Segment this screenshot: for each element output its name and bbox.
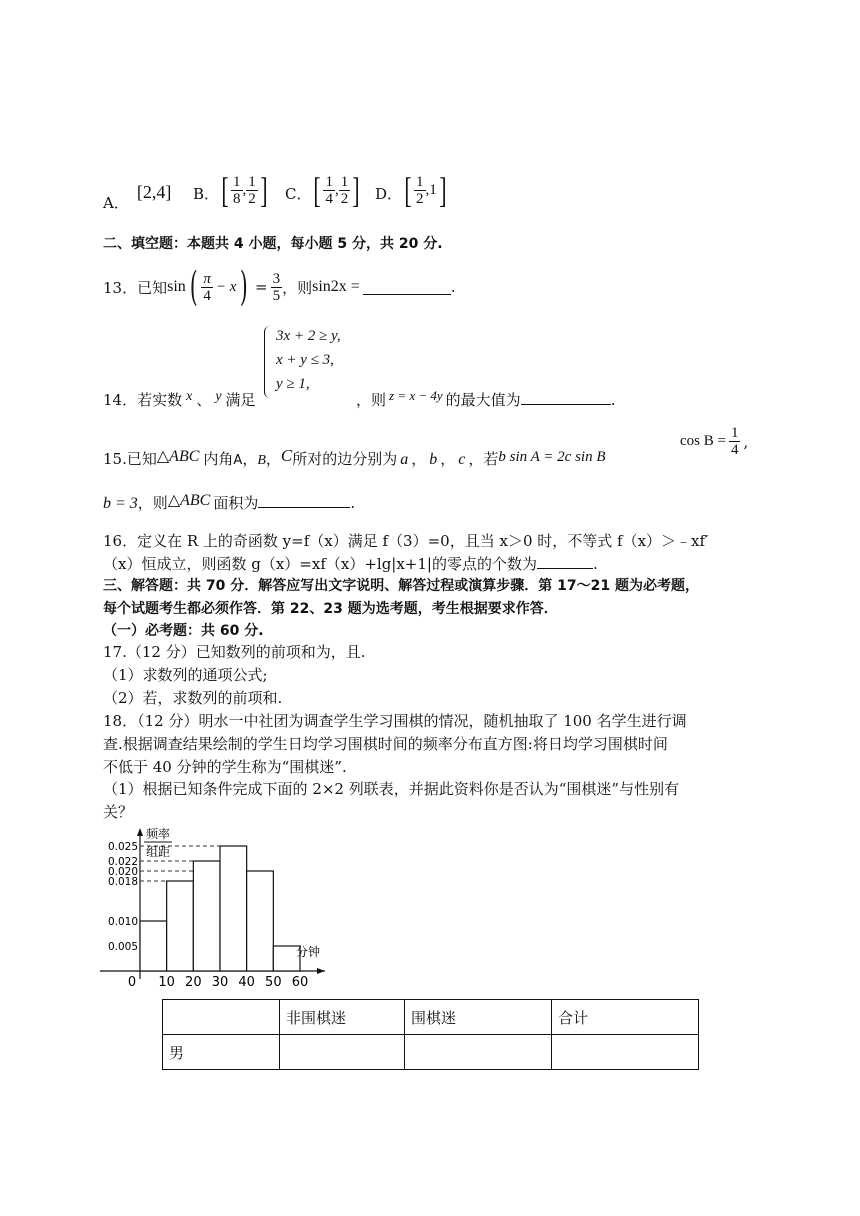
q16-line2 [103, 553, 598, 574]
q18-line4: （1）根据已知条件完成下面的 2×2 列联表，并据此资料你是否认为“围棋迷”与性别有 [103, 780, 680, 798]
option-c-den1: 4 [325, 190, 333, 207]
x-axis-arrow [317, 968, 325, 974]
section3-line2: 每个试题考生都必须作答．第 22、23 题为选考题，考生根据要求作答． [103, 601, 558, 617]
x-label: 分钟 [296, 945, 321, 959]
q15-angle-c: C [280, 446, 293, 465]
contingency-table [162, 999, 699, 1070]
q14-end-text: 的最大值为 [445, 391, 521, 409]
histogram-bar [193, 861, 220, 971]
q13-answer-blank[interactable] [363, 280, 451, 295]
q15-triangle-2: △ABC [167, 492, 211, 509]
option-d [375, 172, 449, 208]
q15-area: 面积为 [213, 494, 259, 512]
q14-y: y [215, 389, 222, 404]
option-d-upper: 1 [429, 181, 437, 198]
table-cell: 男 [163, 1035, 280, 1070]
x-tick-label: 40 [238, 975, 255, 990]
q14-constraint-3: y ≥ 1, [276, 376, 310, 392]
q18-line3: 不低于 40 分钟的学生称为“围棋迷”. [103, 758, 347, 776]
q17-line2: （1）求数列的通项公式; [103, 666, 268, 684]
x-tick-label: 50 [265, 975, 282, 990]
x-tick-label: 60 [291, 975, 309, 990]
y-tick-label: 0.025 [107, 841, 138, 853]
histogram-x-ticks [128, 975, 308, 990]
q13-eq: = [255, 278, 268, 296]
q14-sep: 、 [196, 391, 212, 409]
option-c-letter: C． [285, 185, 312, 203]
q14-mid: 满足 [225, 391, 256, 409]
option-c-num1: 1 [325, 173, 333, 190]
q14-brace [264, 326, 271, 398]
q15-angle-b: B [257, 453, 266, 468]
histogram-bars [140, 846, 300, 971]
q15-angles: 内角 [203, 450, 234, 468]
option-a-value: [2,4] [136, 182, 172, 202]
option-b-num1: 1 [233, 173, 241, 190]
q13-num: 3 [272, 270, 281, 287]
q16-line1: 16．定义在 R 上的奇函数 y=f（x）满足 f（3）=0，且当 x＞0 时，不等式 f（x）＞﹣xf′ [103, 532, 709, 550]
q13-four: 4 [203, 287, 211, 304]
table-header-cell: 非围棋迷 [280, 1000, 405, 1035]
option-b-letter: B． [193, 185, 220, 203]
q14-answer-blank[interactable] [521, 390, 611, 405]
x-tick-label: 0 [127, 975, 137, 990]
option-d-letter: D． [375, 185, 403, 203]
q15-angle-a: A [233, 453, 243, 468]
q15-cosb: cos B = $\frac{1}{4}$ , [680, 425, 749, 458]
option-d-interval: [ $\frac{1}{2}$ , 1 ] [404, 170, 447, 210]
q14-x: x [186, 389, 193, 404]
q15-b-equals-3: b = 3 [103, 495, 138, 512]
q16-end: . [592, 555, 598, 573]
y-tick-label: 0.018 [107, 876, 138, 888]
y-axis-arrow [137, 828, 143, 836]
y-tick-label: 0.010 [107, 916, 138, 928]
section2-title: 二、填空题：本题共 4 小题，每小题 5 分，共 20 分. [103, 236, 443, 252]
option-c-interval: [ $\frac{1}{4}$ , $\frac{1}{2}$ ] [313, 170, 360, 210]
x-tick-label: 10 [158, 975, 175, 990]
q13-mid: ，则 [282, 278, 313, 297]
q15-cosb-label: cos B = [680, 433, 726, 449]
histogram-bar [140, 921, 167, 971]
q13-minus-x: − x [215, 278, 237, 295]
q14-then: ，则 [356, 391, 387, 409]
option-b-den1: 8 [233, 190, 241, 207]
option-b-interval: [ $\frac{1}{8}$ , $\frac{1}{2}$ ] [221, 170, 268, 210]
q13-den: 5 [272, 287, 281, 304]
q14-constraint-2: x + y ≤ 3, [276, 352, 334, 368]
option-a-letter: A． [103, 194, 129, 212]
q15-side-a: a [400, 451, 409, 468]
q13-end: . [450, 278, 456, 296]
option-b-den2: 2 [248, 190, 256, 207]
q15-answer-blank[interactable] [258, 493, 350, 508]
option-c-den2: 2 [340, 190, 349, 207]
table-header-cell [163, 1000, 280, 1035]
q18-line2: 查.根据调查结果绘制的学生日均学习围棋时间的频率分布直方图:将日均学习围棋时间 [103, 735, 668, 753]
histogram-y-ticks [108, 841, 138, 953]
option-b [193, 172, 270, 208]
q14-z: z = x − 4y [389, 388, 443, 403]
q15-cos-num: 1 [730, 425, 739, 441]
q15-then: ，则 [137, 494, 168, 512]
table-header-row [163, 1000, 699, 1035]
table-cell[interactable] [405, 1035, 552, 1070]
q15-cos-den: 4 [730, 442, 739, 458]
q16-line2-text: （x）恒成立，则函数 g（x）=xf（x）+lg|x+1|的零点的个数为 [103, 555, 537, 573]
frequency-histogram [100, 826, 340, 990]
q14-constraint-1: 3x + 2 ≥ y, [276, 328, 341, 344]
q14-prefix: 14．若实数 [103, 391, 183, 409]
q15-prefix: 15.已知 [103, 450, 157, 468]
q13-prefix: 13．已知 [103, 278, 168, 297]
option-a [103, 182, 172, 213]
table-cell[interactable] [552, 1035, 699, 1070]
q15-if: ，若 [468, 450, 499, 468]
q18-line1: 18．（12 分）明水一中社团为调查学生学习围棋的情况，随机抽取了 100 名学生进行调 [103, 712, 687, 730]
section3-line1: 三、解答题：共 70 分．解答应写出文字说明、解答过程或演算步骤．第 17～21 题为必考题， [103, 578, 699, 594]
q13-sin2x: sin2x = [312, 278, 360, 295]
table-cell[interactable] [280, 1035, 405, 1070]
q15-sides: 所对的边分别为 [292, 450, 398, 468]
question-15: 15.已知△ABC 内角A，B，C所对的边分别为 a ， b ， c ，若b sin A = 2c sin B [103, 446, 606, 468]
x-tick-label: 20 [185, 975, 202, 990]
q14-constraints [276, 324, 341, 396]
question-15-line2 [103, 492, 355, 513]
option-c-num2: 1 [340, 173, 349, 190]
q13-sin: sin [167, 278, 186, 295]
table-header-cell: 围棋迷 [405, 1000, 552, 1035]
y-tick-label: 0.020 [107, 866, 138, 878]
table-header-cell: 合计 [552, 1000, 699, 1035]
option-d-num1: 1 [416, 173, 424, 190]
q17-line1: 17.（12 分）已知数列的前项和为，且. [103, 643, 366, 661]
histogram-bar [167, 881, 194, 971]
q18-line5: 关？ [103, 803, 134, 821]
q15-side-b: b [429, 451, 438, 468]
section3-line3: （一）必考题：共 60 分. [103, 623, 264, 639]
option-b-num2: 1 [248, 173, 256, 190]
q15-triangle: △ABC [156, 448, 200, 465]
q15-equation: b sin A = 2c sin B [498, 449, 606, 465]
histogram-bar [220, 846, 247, 971]
q14-tail [356, 389, 615, 410]
q15-end: . [350, 494, 356, 512]
table-row [163, 1035, 699, 1070]
q17-line3: （2）若，求数列的前项和. [103, 689, 283, 707]
histogram-bar [247, 871, 274, 971]
x-tick-label: 30 [211, 975, 229, 990]
option-d-den1: 2 [416, 190, 424, 207]
q14-end: . [610, 391, 616, 409]
y-tick-label: 0.005 [107, 941, 138, 953]
y-label-top: 频率 [146, 827, 171, 841]
y-label-bottom: 组距 [146, 845, 171, 859]
q16-answer-blank[interactable] [537, 554, 593, 569]
question-13: 13．已知 sin ( $\frac{\pi}{4}$ − x ) = $\frac{3}{5}$ ，则 sin2x = . [103, 264, 456, 310]
question-14 [103, 389, 256, 410]
option-c [285, 172, 362, 208]
y-tick-label: 0.022 [107, 856, 138, 868]
q13-pi: π [203, 270, 211, 287]
q15-side-c: c [458, 451, 466, 468]
